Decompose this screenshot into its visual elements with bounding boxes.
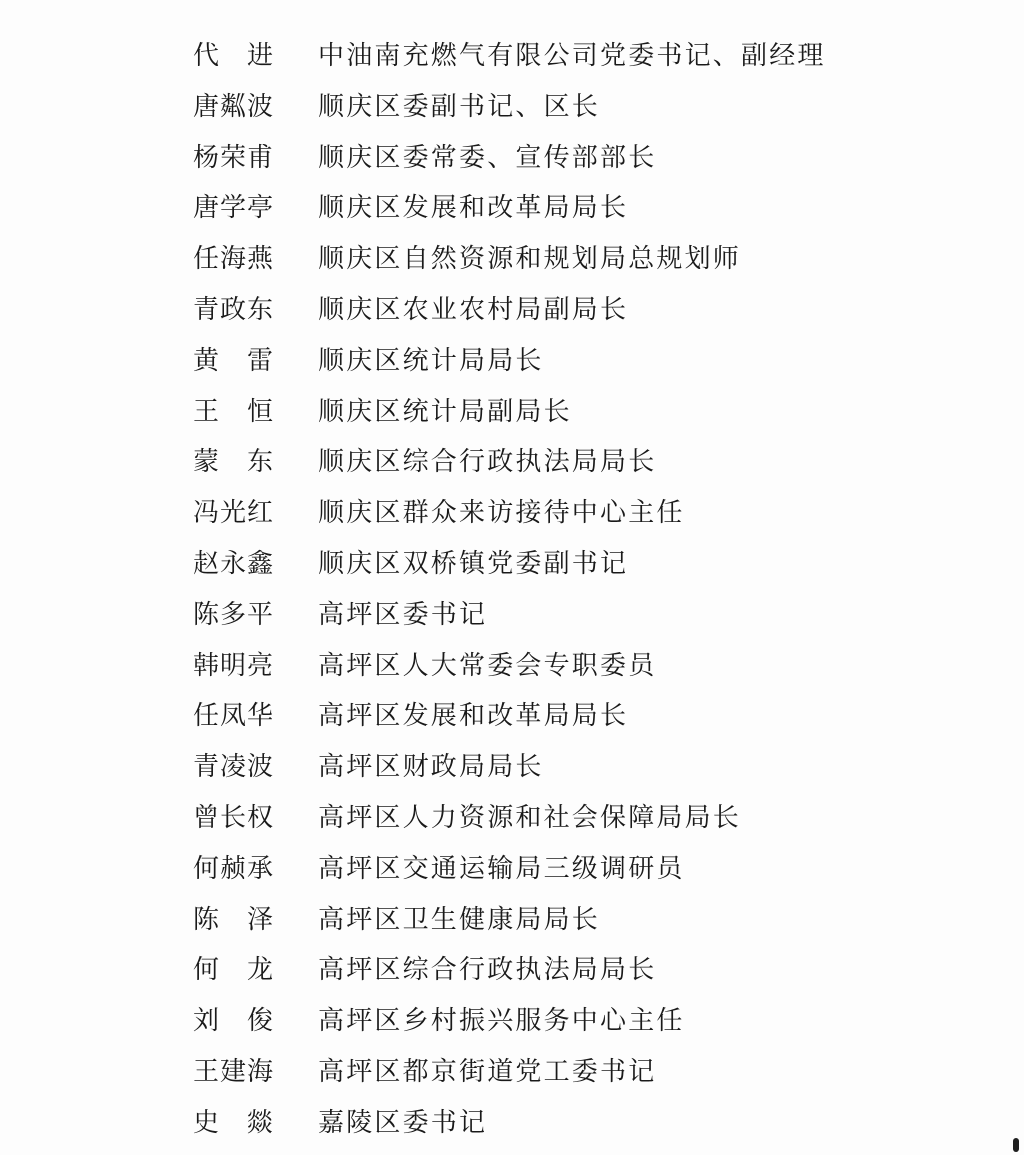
person-title: 顺庆区发展和改革局局长 (318, 193, 629, 224)
person-title: 高坪区财政局局长 (318, 752, 544, 783)
list-item (0, 793, 1024, 844)
person-title: 高坪区发展和改革局局长 (318, 701, 629, 732)
person-title: 高坪区卫生健康局局长 (318, 904, 601, 935)
person-name-char: 代 (193, 41, 220, 71)
personnel-list (0, 31, 1024, 1149)
person-name-char: 刘 (193, 1006, 220, 1037)
person-name: 陈多平 (193, 599, 275, 630)
scrollbar-thumb[interactable] (1013, 1138, 1019, 1152)
person-title: 顺庆区双桥镇党委副书记 (318, 548, 629, 579)
list-item (0, 945, 1024, 996)
person-name: 王建海 (193, 1056, 275, 1087)
person-title: 顺庆区委常委、宣传部部长 (318, 142, 657, 173)
person-title: 高坪区都京街道党工委书记 (318, 1056, 657, 1087)
person-title: 顺庆区农业农村局副局长 (318, 294, 629, 325)
person-title: 高坪区交通运输局三级调研员 (318, 853, 685, 884)
person-name: 赵永鑫 (193, 548, 275, 579)
person-title: 顺庆区统计局副局长 (318, 396, 572, 427)
person-name: 何赪承 (193, 853, 275, 884)
person-name-char: 进 (247, 41, 274, 71)
person-title: 顺庆区自然资源和规划局总规划师 (318, 244, 742, 275)
person-name-char: 史 (193, 1107, 220, 1138)
person-title: 高坪区乡村振兴服务中心主任 (318, 1006, 685, 1037)
person-name (193, 437, 275, 487)
person-name-char: 东 (247, 447, 274, 478)
list-item (0, 844, 1024, 895)
person-name: 任凤华 (193, 701, 275, 732)
person-name-char: 燚 (247, 1107, 274, 1138)
person-name (193, 336, 275, 386)
person-name-char: 黄 (193, 345, 220, 376)
person-name-char: 蒙 (193, 447, 220, 478)
list-item (0, 336, 1024, 387)
list-item (0, 183, 1024, 234)
list-item (0, 742, 1024, 793)
list-item (0, 31, 1024, 82)
person-name: 唐学亭 (193, 193, 275, 224)
list-item (0, 895, 1024, 946)
person-name-char: 雷 (247, 345, 274, 376)
person-title: 高坪区综合行政执法局局长 (318, 955, 657, 986)
list-item (0, 641, 1024, 692)
person-name: 青凌波 (193, 752, 275, 783)
person-name: 韩明亮 (193, 650, 275, 681)
person-name-char: 何 (193, 955, 220, 986)
person-title: 高坪区人大常委会专职委员 (318, 650, 657, 681)
list-item (0, 285, 1024, 336)
person-name-char: 俊 (247, 1006, 274, 1037)
person-title: 顺庆区委副书记、区长 (318, 91, 601, 122)
person-name: 冯光红 (193, 498, 275, 529)
list-item (0, 387, 1024, 438)
person-name: 杨荣甫 (193, 142, 275, 173)
list-item (0, 488, 1024, 539)
person-title: 顺庆区综合行政执法局局长 (318, 447, 657, 478)
person-name-char: 龙 (247, 955, 274, 986)
person-name (193, 945, 275, 995)
list-item (0, 437, 1024, 488)
list-item (0, 590, 1024, 641)
person-name (193, 895, 275, 945)
person-name: 曾长权 (193, 802, 275, 833)
person-name-char: 恒 (247, 396, 274, 427)
person-title: 顺庆区统计局局长 (318, 345, 544, 376)
person-title: 顺庆区群众来访接待中心主任 (318, 498, 685, 529)
person-name (193, 996, 275, 1046)
list-item (0, 996, 1024, 1047)
person-name (193, 31, 275, 81)
person-title: 嘉陵区委书记 (318, 1107, 488, 1138)
list-item (0, 539, 1024, 590)
person-name: 唐粼波 (193, 91, 275, 122)
list-item (0, 234, 1024, 285)
list-item (0, 133, 1024, 184)
list-item (0, 691, 1024, 742)
person-name-char: 王 (193, 396, 220, 427)
person-title: 中油南充燃气有限公司党委书记、副经理 (318, 41, 826, 71)
person-name (193, 387, 275, 437)
person-name-char: 泽 (247, 904, 274, 935)
person-name: 青政东 (193, 294, 275, 325)
list-item (0, 82, 1024, 133)
person-name-char: 陈 (193, 904, 220, 935)
person-name: 任海燕 (193, 244, 275, 275)
list-item (0, 1098, 1024, 1149)
person-name (193, 1098, 275, 1148)
person-title: 高坪区人力资源和社会保障局局长 (318, 802, 742, 833)
person-title: 高坪区委书记 (318, 599, 488, 630)
list-item (0, 1047, 1024, 1098)
scrollbar[interactable] (1012, 1138, 1020, 1152)
